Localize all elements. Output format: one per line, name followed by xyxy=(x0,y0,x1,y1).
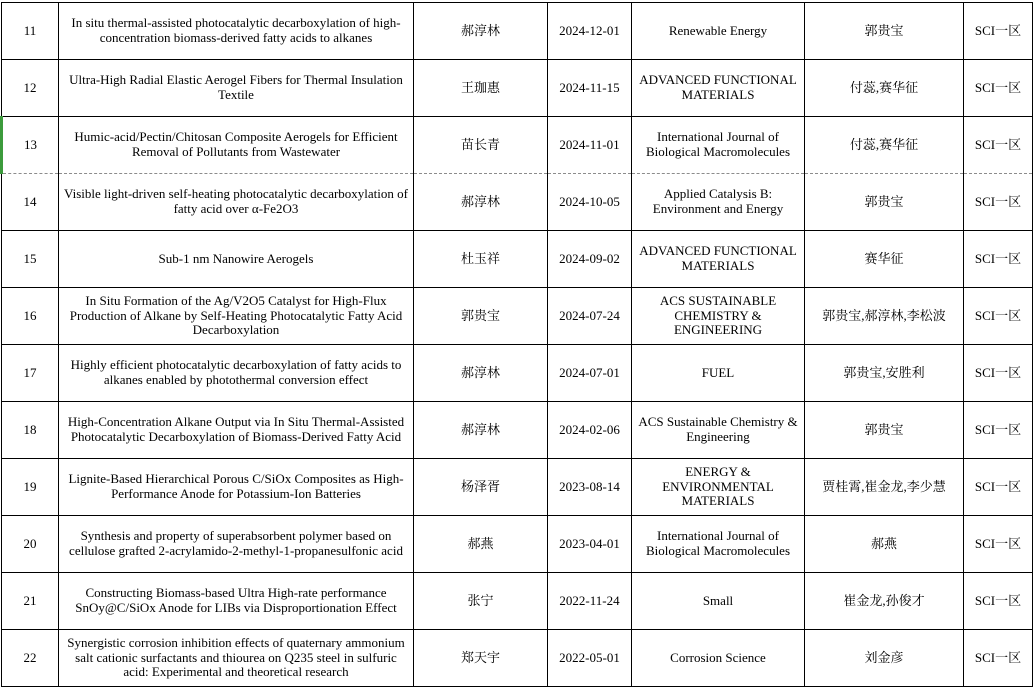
publish-date-cell[interactable]: 2024-11-01 xyxy=(548,117,632,174)
table-row xyxy=(2,459,1033,516)
table-row xyxy=(2,516,1033,573)
publish-date-cell[interactable]: 2024-07-24 xyxy=(548,288,632,345)
first-author-cell[interactable]: 张宁 xyxy=(414,573,548,630)
table-row xyxy=(2,174,1033,231)
sci-grade-cell[interactable]: SCI一区 xyxy=(964,117,1033,174)
first-author-cell[interactable]: 王珈惠 xyxy=(414,60,548,117)
journal-cell[interactable]: Renewable Energy xyxy=(632,3,805,60)
row-number-cell[interactable]: 13 xyxy=(2,117,59,174)
row-number-cell[interactable]: 18 xyxy=(2,402,59,459)
papers-table xyxy=(0,2,1033,687)
first-author-cell[interactable]: 杜玉祥 xyxy=(414,231,548,288)
row-number-cell[interactable]: 21 xyxy=(2,573,59,630)
co-authors-cell[interactable]: 郭贵宝 xyxy=(805,3,964,60)
journal-cell[interactable]: ACS Sustainable Chemistry & Engineering xyxy=(632,402,805,459)
row-number-cell[interactable]: 22 xyxy=(2,630,59,687)
first-author-cell[interactable]: 郝淳林 xyxy=(414,174,548,231)
co-authors-cell[interactable]: 付蕊,赛华征 xyxy=(805,117,964,174)
row-number-cell[interactable]: 19 xyxy=(2,459,59,516)
sci-grade-cell[interactable]: SCI一区 xyxy=(964,630,1033,687)
table-row xyxy=(2,3,1033,60)
table-row xyxy=(2,630,1033,687)
co-authors-cell[interactable]: 郭贵宝 xyxy=(805,174,964,231)
row-number-cell[interactable]: 14 xyxy=(2,174,59,231)
co-authors-cell[interactable]: 付蕊,赛华征 xyxy=(805,60,964,117)
sci-grade-cell[interactable]: SCI一区 xyxy=(964,459,1033,516)
publish-date-cell[interactable]: 2024-12-01 xyxy=(548,3,632,60)
sci-grade-cell[interactable]: SCI一区 xyxy=(964,60,1033,117)
journal-cell[interactable]: Applied Catalysis B: Environment and Energy xyxy=(632,174,805,231)
paper-title-cell[interactable]: High-Concentration Alkane Output via In Situ Thermal-Assisted Photocatalytic Decarboxylation of Biomass-Derived Fatty Acid xyxy=(59,402,414,459)
first-author-cell[interactable]: 郝燕 xyxy=(414,516,548,573)
publish-date-cell[interactable]: 2024-10-05 xyxy=(548,174,632,231)
table-row xyxy=(2,573,1033,630)
table-row xyxy=(2,231,1033,288)
publish-date-cell[interactable]: 2023-08-14 xyxy=(548,459,632,516)
sci-grade-cell[interactable]: SCI一区 xyxy=(964,573,1033,630)
sci-grade-cell[interactable]: SCI一区 xyxy=(964,516,1033,573)
table-row xyxy=(2,60,1033,117)
first-author-cell[interactable]: 郭贵宝 xyxy=(414,288,548,345)
co-authors-cell[interactable]: 郝燕 xyxy=(805,516,964,573)
row-number-cell[interactable]: 17 xyxy=(2,345,59,402)
table-row xyxy=(2,402,1033,459)
paper-title-cell[interactable]: Synthesis and property of superabsorbent polymer based on cellulose grafted 2-acrylamido-2-methyl-1-propanesulfonic acid xyxy=(59,516,414,573)
publish-date-cell[interactable]: 2023-04-01 xyxy=(548,516,632,573)
journal-cell[interactable]: Small xyxy=(632,573,805,630)
paper-title-cell[interactable]: Ultra-High Radial Elastic Aerogel Fibers for Thermal Insulation Textile xyxy=(59,60,414,117)
publish-date-cell[interactable]: 2024-07-01 xyxy=(548,345,632,402)
publish-date-cell[interactable]: 2024-09-02 xyxy=(548,231,632,288)
first-author-cell[interactable]: 杨泽胥 xyxy=(414,459,548,516)
journal-cell[interactable]: International Journal of Biological Macromolecules xyxy=(632,117,805,174)
sci-grade-cell[interactable]: SCI一区 xyxy=(964,402,1033,459)
row-number-cell[interactable]: 20 xyxy=(2,516,59,573)
paper-title-cell[interactable]: Synergistic corrosion inhibition effects of quaternary ammonium salt cationic surfactants and thiourea on Q235 steel in sulfuric acid: Experimental and theoretical research xyxy=(59,630,414,687)
row-number-cell[interactable]: 16 xyxy=(2,288,59,345)
journal-cell[interactable]: Corrosion Science xyxy=(632,630,805,687)
paper-title-cell[interactable]: Humic-acid/Pectin/Chitosan Composite Aerogels for Efficient Removal of Pollutants from Wastewater xyxy=(59,117,414,174)
publish-date-cell[interactable]: 2024-02-06 xyxy=(548,402,632,459)
co-authors-cell[interactable]: 赛华征 xyxy=(805,231,964,288)
paper-title-cell[interactable]: Sub-1 nm Nanowire Aerogels xyxy=(59,231,414,288)
journal-cell[interactable]: FUEL xyxy=(632,345,805,402)
journal-cell[interactable]: International Journal of Biological Macromolecules xyxy=(632,516,805,573)
co-authors-cell[interactable]: 郭贵宝 xyxy=(805,402,964,459)
sci-grade-cell[interactable]: SCI一区 xyxy=(964,174,1033,231)
co-authors-cell[interactable]: 郭贵宝,安胜利 xyxy=(805,345,964,402)
sci-grade-cell[interactable]: SCI一区 xyxy=(964,345,1033,402)
table-row xyxy=(2,288,1033,345)
journal-cell[interactable]: ADVANCED FUNCTIONAL MATERIALS xyxy=(632,231,805,288)
journal-cell[interactable]: ADVANCED FUNCTIONAL MATERIALS xyxy=(632,60,805,117)
row-number-cell[interactable]: 11 xyxy=(2,3,59,60)
publish-date-cell[interactable]: 2024-11-15 xyxy=(548,60,632,117)
journal-cell[interactable]: ACS SUSTAINABLE CHEMISTRY & ENGINEERING xyxy=(632,288,805,345)
paper-title-cell[interactable]: In situ thermal-assisted photocatalytic decarboxylation of high-concentration biomass-derived fatty acids to alkanes xyxy=(59,3,414,60)
co-authors-cell[interactable]: 崔金龙,孙俊才 xyxy=(805,573,964,630)
first-author-cell[interactable]: 郝淳林 xyxy=(414,3,548,60)
first-author-cell[interactable]: 郝淳林 xyxy=(414,402,548,459)
paper-title-cell[interactable]: Lignite-Based Hierarchical Porous C/SiOx Composites as High-Performance Anode for Potassium-Ion Batteries xyxy=(59,459,414,516)
journal-cell[interactable]: ENERGY & ENVIRONMENTAL MATERIALS xyxy=(632,459,805,516)
sci-grade-cell[interactable]: SCI一区 xyxy=(964,288,1033,345)
paper-title-cell[interactable]: Constructing Biomass-based Ultra High-rate performance SnOy@C/SiOx Anode for LIBs via Disproportionation Effect xyxy=(59,573,414,630)
first-author-cell[interactable]: 郝淳林 xyxy=(414,345,548,402)
co-authors-cell[interactable]: 刘金彦 xyxy=(805,630,964,687)
co-authors-cell[interactable]: 郭贵宝,郝淳林,李松波 xyxy=(805,288,964,345)
row-number-cell[interactable]: 12 xyxy=(2,60,59,117)
publish-date-cell[interactable]: 2022-05-01 xyxy=(548,630,632,687)
paper-title-cell[interactable]: In Situ Formation of the Ag/V2O5 Catalyst for High-Flux Production of Alkane by Self-Heating Photocatalytic Fatty Acid Decarboxylation xyxy=(59,288,414,345)
first-author-cell[interactable]: 郑天宇 xyxy=(414,630,548,687)
publish-date-cell[interactable]: 2022-11-24 xyxy=(548,573,632,630)
papers-table-body xyxy=(2,3,1033,687)
paper-title-cell[interactable]: Highly efficient photocatalytic decarboxylation of fatty acids to alkanes enabled by photothermal conversion effect xyxy=(59,345,414,402)
sci-grade-cell[interactable]: SCI一区 xyxy=(964,3,1033,60)
paper-title-cell[interactable]: Visible light-driven self-heating photocatalytic decarboxylation of fatty acid over α-Fe2O3 xyxy=(59,174,414,231)
sci-grade-cell[interactable]: SCI一区 xyxy=(964,231,1033,288)
first-author-cell[interactable]: 苗长青 xyxy=(414,117,548,174)
co-authors-cell[interactable]: 贾桂霄,崔金龙,李少慧 xyxy=(805,459,964,516)
row-number-cell[interactable]: 15 xyxy=(2,231,59,288)
table-row xyxy=(2,117,1033,174)
table-row xyxy=(2,345,1033,402)
